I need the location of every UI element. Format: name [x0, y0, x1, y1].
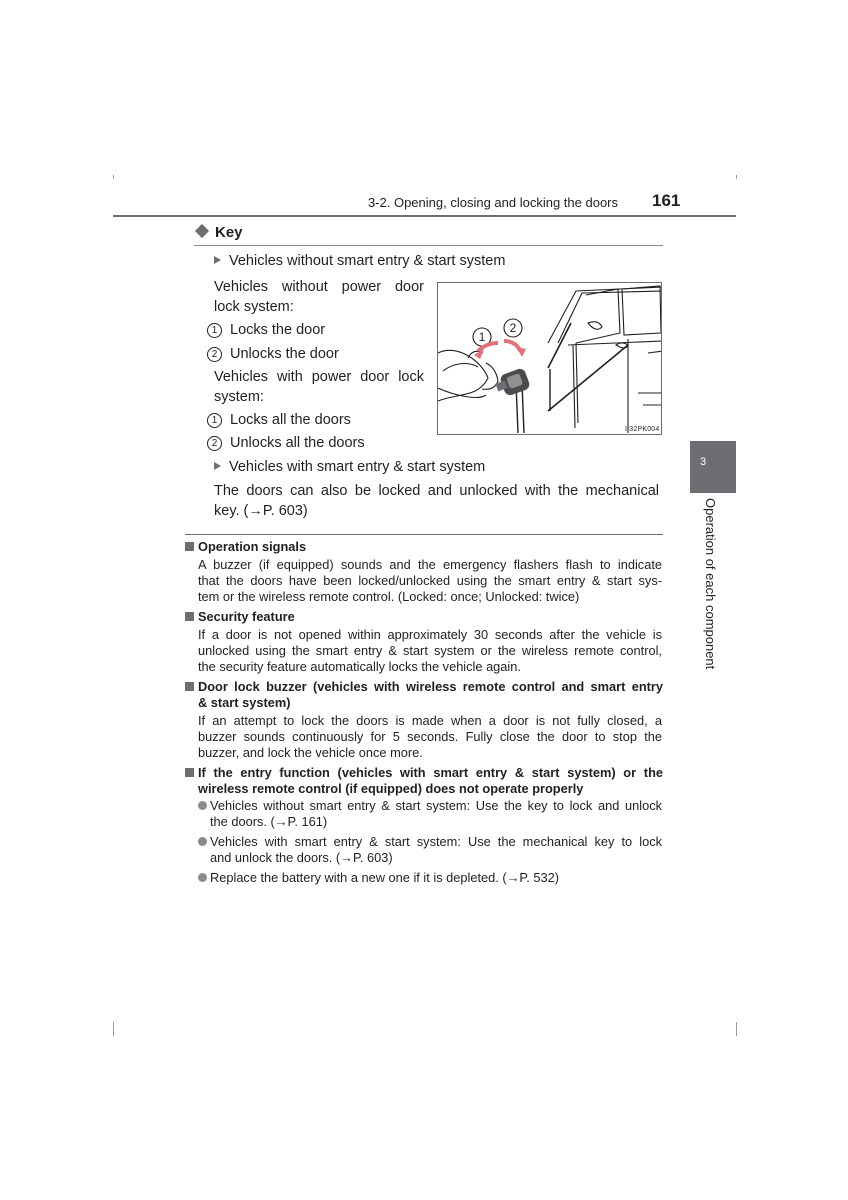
note-body-door-lock-buzzer: If an attempt to lock the doors is made when a door is not fully closed, a buzzer sounds continuously for 5 seconds. Fully close the door to stop the buzzer, and lock the vehicle once more. [198, 713, 662, 760]
circle-bullet-icon [198, 873, 207, 882]
callout-2: 2 [509, 321, 517, 335]
crop-mark-bottom-right [736, 1022, 737, 1036]
bullet-item-with-smart: Vehicles with smart entry & start system: Use the mechanical key to lock and unlock the doors. (→P. 603) [198, 834, 662, 866]
crop-mark-top-right [736, 175, 737, 179]
square-bullet-icon [185, 682, 194, 691]
crop-mark-bottom-left [113, 1022, 114, 1036]
crop-mark-top-left [113, 175, 114, 179]
power-lock-line2: system: [214, 389, 264, 405]
car-door-drawing [438, 283, 662, 435]
triangle-bullet-icon [214, 462, 221, 470]
circle-bullet-icon [198, 801, 207, 810]
power-lock-line1: Vehicles with power door lock [214, 369, 424, 385]
circle-bullet-icon [198, 837, 207, 846]
no-power-lock-line2: lock system: [214, 299, 294, 315]
note-body-security-feature: If a door is not opened within approximately 30 seconds after the vehicle is unlocked using the smart entry & start system or the wireless remote control, the security feature automatically locks the vehicle again. [198, 627, 662, 674]
no-power-lock-line1: Vehicles without power door [214, 279, 424, 295]
note-heading-operation-signals: Operation signals [185, 539, 663, 555]
key-door-illustration [437, 282, 662, 435]
chapter-number: 3 [700, 456, 707, 468]
page-number: 161 [652, 191, 681, 210]
list-item-unlocks-door: 2 Unlocks the door [207, 344, 339, 364]
callout-1: 1 [478, 330, 486, 344]
triangle-bullet-icon [214, 256, 221, 264]
key-heading-rule [194, 245, 663, 246]
list-item-unlocks-all: 2 Unlocks all the doors [207, 433, 365, 453]
note-heading-entry-function: If the entry function (vehicles with smart entry & start system) or the wireless remote control (if equipped) does not operate properly [185, 765, 663, 797]
with-smart-text-line2: key. (→P. 603) [214, 503, 308, 519]
square-bullet-icon [185, 768, 194, 777]
header-rule [113, 215, 736, 217]
without-smart-label: Vehicles without smart entry & start system [214, 251, 505, 271]
square-bullet-icon [185, 612, 194, 621]
diamond-icon [195, 224, 209, 238]
list-item-locks-door: 1 Locks the door [207, 320, 325, 340]
bullet-item-battery: Replace the battery with a new one if it is depleted. (→P. 532) [198, 870, 662, 886]
notes-rule [185, 534, 663, 535]
with-smart-label: Vehicles with smart entry & start system [214, 457, 485, 477]
note-body-operation-signals: A buzzer (if equipped) sounds and the emergency flashers flash to indicate that the doors have been locked/unlocked using the smart entry & start sys- tem or the wireless remote control. (Locked: once; Unlocked: twice) [198, 557, 662, 604]
chapter-title: Operation of each component [703, 498, 718, 670]
key-heading: Key [194, 224, 243, 241]
note-heading-security-feature: Security feature [185, 609, 663, 625]
list-item-locks-all: 1 Locks all the doors [207, 410, 351, 430]
figure-code: II32PK004 [625, 426, 660, 433]
square-bullet-icon [185, 542, 194, 551]
chapter-tab [690, 441, 736, 493]
note-heading-door-lock-buzzer: Door lock buzzer (vehicles with wireless remote control and smart entry & start system) [185, 679, 663, 711]
with-smart-text-line1: The doors can also be locked and unlocked with the mechanical [214, 483, 659, 499]
bullet-item-without-smart: Vehicles without smart entry & start system: Use the key to lock and unlock the doors. (→P. 161) [198, 798, 662, 830]
section-title: 3-2. Opening, closing and locking the doors [367, 195, 618, 210]
